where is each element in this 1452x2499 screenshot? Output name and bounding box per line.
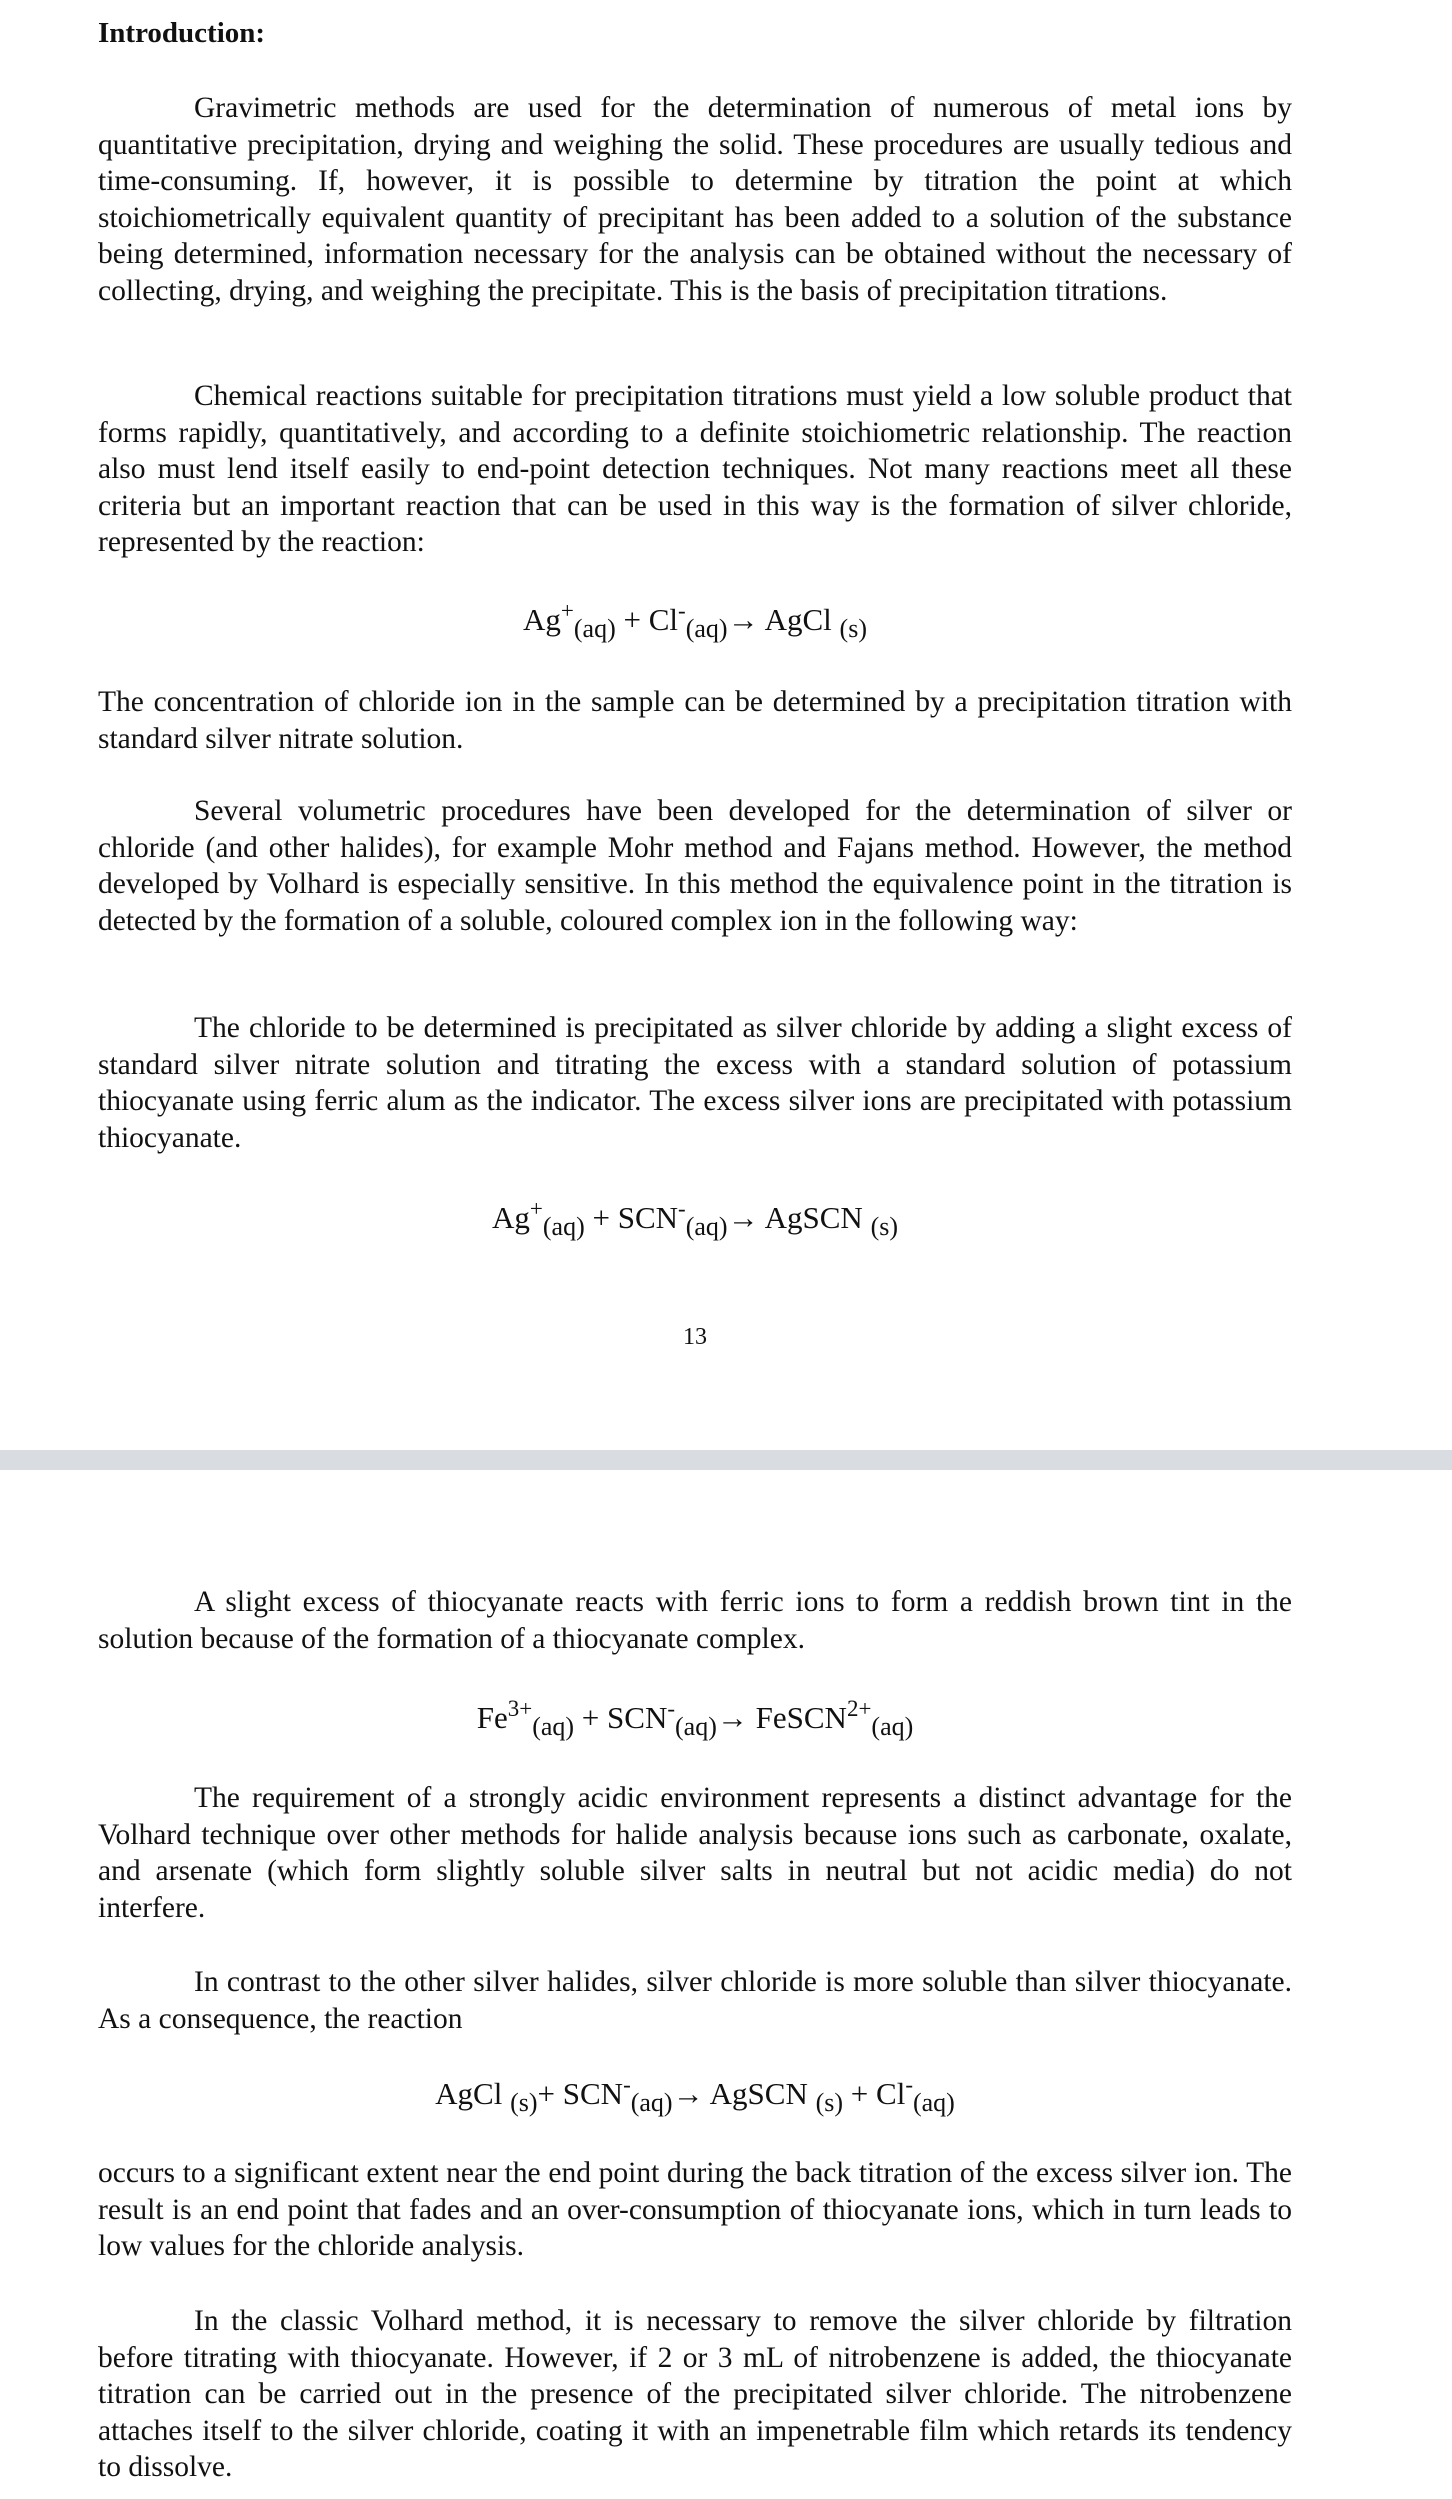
equation-ferric-thiocyanate: $Fe^{3+}_{(aq)} + SCN^-_{(aq)}\to$ FeSCN$^{2+}_{(aq)}$	[476, 1696, 914, 1741]
section-heading: Introduction:	[98, 17, 266, 49]
paragraph-volumetric-procedures: Several volumetric procedures have been developed for the determination of silver or chloride (and other halides), for example Mohr method and Fajans method. However, the method developed by Volhard is especially sensitive. In this method the equivalence point in the titration is detected by the formation of a soluble, coloured complex ion in the following way:	[98, 795, 1292, 937]
paragraph-end-point: occurs to a significant extent near the end point during the back titration of the excess silver ion. The result is an end point that fades and an over-consumption of thiocyanate ions, which in turn leads to low values for the chloride analysis.	[98, 2157, 1292, 2262]
paragraph-chloride-precipitation: The chloride to be determined is precipitated as silver chloride by adding a slight excess of standard silver nitrate solution and titrating the excess with a standard solution of potassium thiocyanate using ferric alum as the indicator. The excess silver ions are precipitated with potassium thiocyanate.	[98, 1012, 1292, 1154]
paragraph-concentration: The concentration of chloride ion in the sample can be determined by a precipitation titration with standard silver nitrate solution.	[98, 686, 1292, 755]
paragraph-chemical-reactions: Chemical reactions suitable for precipitation titrations must yield a low soluble product that forms rapidly, quantitatively, and according to a definite stoichiometric relationship. The reaction also must lend itself easily to end-point detection techniques. Not many reactions meet all these criteria but an important reaction that can be used in this way is the formation of silver chloride, represented by the reaction:	[98, 380, 1292, 558]
page-number: 13	[683, 1324, 707, 1350]
paragraph-acidic-environment: The requirement of a strongly acidic environment represents a distinct advantage for the Volhard technique over other methods for halide analysis because ions such as carbonate, oxalate, and arsenate (which form slightly soluble silver salts in neutral but not acidic media) do not interfere.	[98, 1782, 1292, 1924]
equation-silver-chloride: $Ag^+_{(aq)} + Cl^-_{(aq)}\to$ AgCl $_{(s)}$	[523, 598, 867, 643]
document-page-2	[0, 1480, 1452, 2499]
paragraph-silver-halides: In contrast to the other silver halides, silver chloride is more soluble than silver thiocyanate. As a consequence, the reaction	[98, 1966, 1292, 2035]
paragraph-ferric-complex: A slight excess of thiocyanate reacts with ferric ions to form a reddish brown tint in the solution because of the formation of a thiocyanate complex.	[98, 1586, 1292, 1655]
paragraph-gravimetric: Gravimetric methods are used for the determination of numerous of metal ions by quantitative precipitation, drying and weighing the solid. These procedures are usually tedious and time-consuming. If, however, it is possible to determine by titration the point at which stoichiometrically equivalent quantity of precipitant has been added to a solution of the substance being determined, information necessary for the analysis can be obtained without the necessary of collecting, drying, and weighing the precipitate. This is the basis of precipitation titrations.	[98, 92, 1292, 307]
equation-silver-thiocyanate: $Ag^+_{(aq)} + SCN^-_{(aq)}\to$ AgSCN $_{(s)}$	[492, 1196, 898, 1241]
equation-back-reaction: AgCl $_{(s)}+ SCN^-_{(aq)}\to$ AgSCN $_{(s)} + Cl^-_{(aq)}$	[435, 2072, 955, 2117]
paragraph-classic-volhard: In the classic Volhard method, it is necessary to remove the silver chloride by filtration before titrating with thiocyanate. However, if 2 or 3 mL of nitrobenzene is added, the thiocyanate titration can be carried out in the presence of the precipitated silver chloride. The nitrobenzene attaches itself to the silver chloride, coating it with an impenetrable film which retards its tendency to dissolve.	[98, 2305, 1292, 2483]
page-separator	[0, 1440, 1452, 1480]
